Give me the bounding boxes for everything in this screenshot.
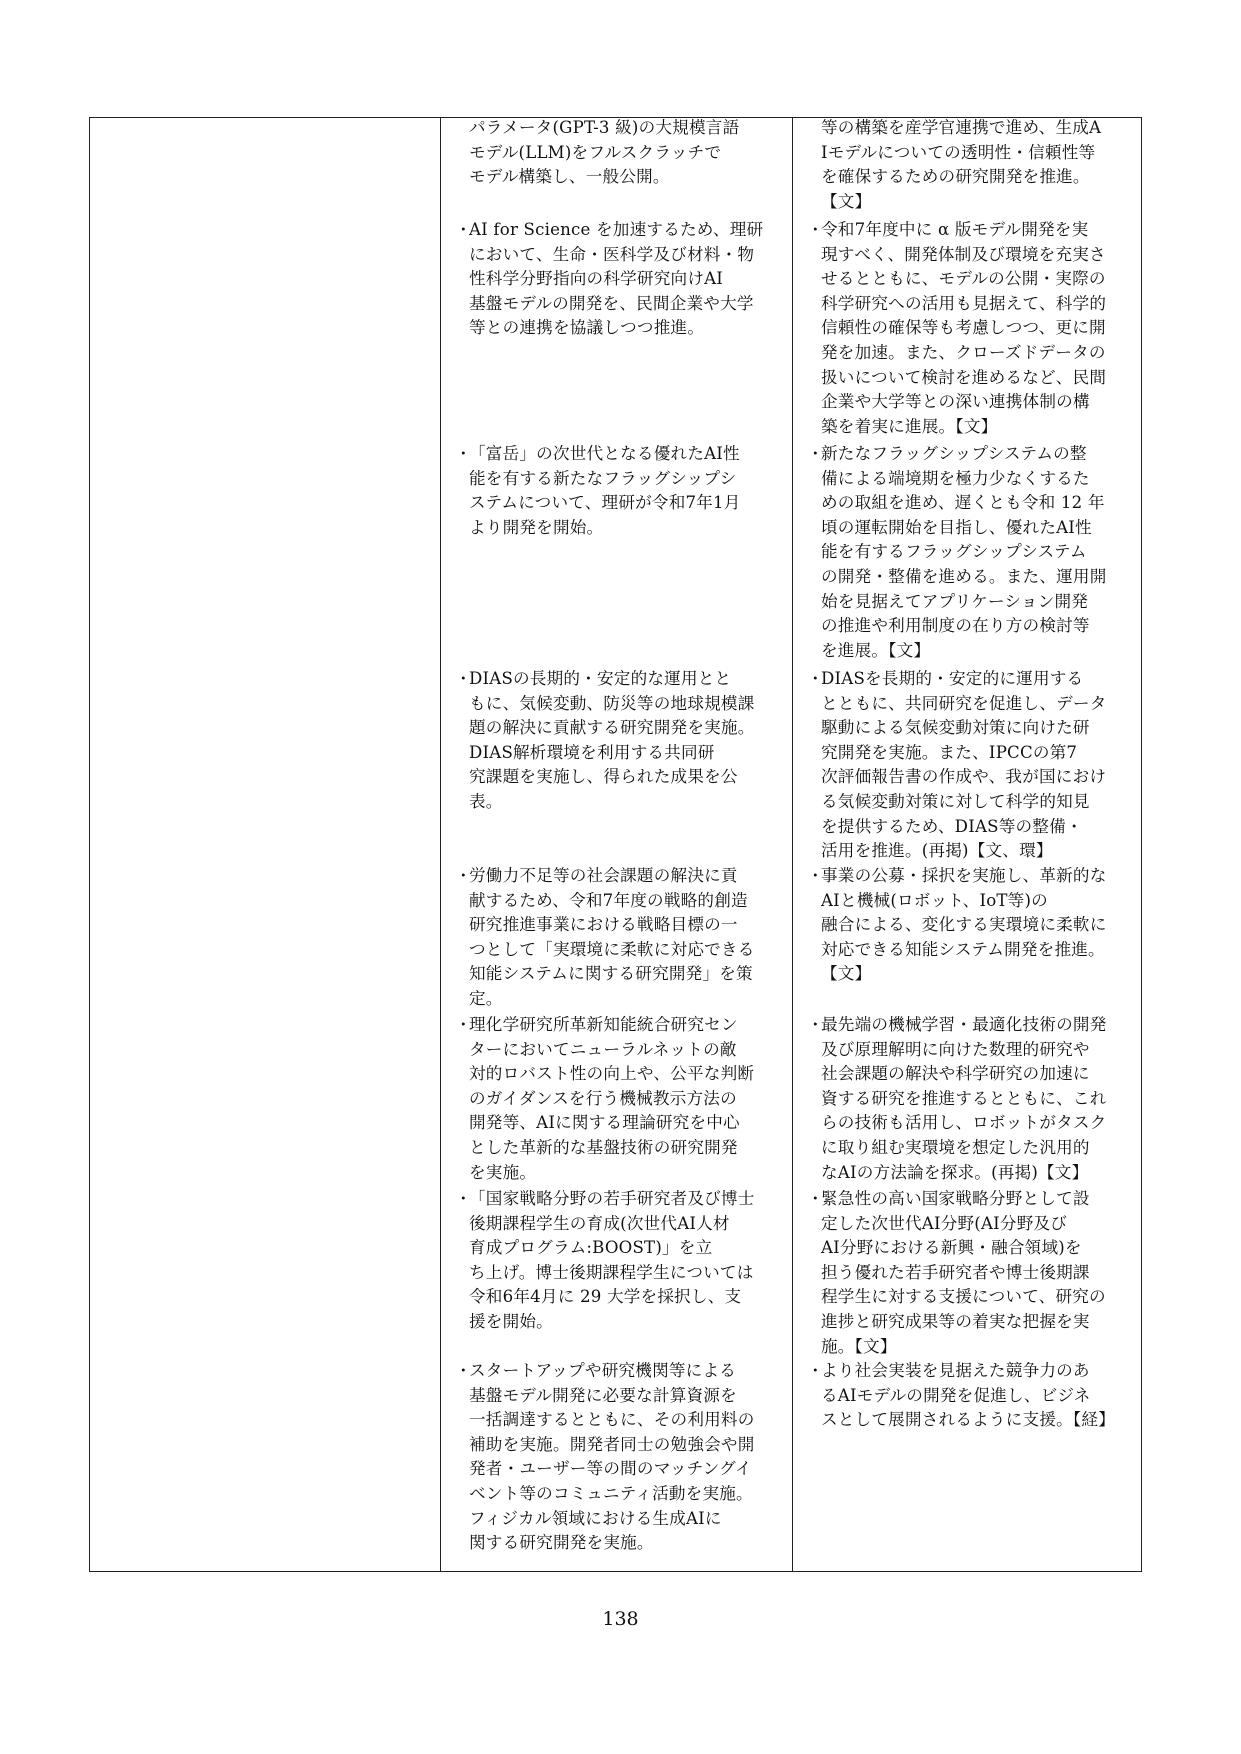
- bullet-mark: ・: [455, 220, 472, 239]
- plan-item: [807, 1187, 1127, 1359]
- progress-item: [455, 442, 765, 540]
- progress-item: [455, 116, 765, 190]
- plan-item-text: より社会実装を見据えた競争力のあ るAIモデルの開発を促進し、ビジネ スとして展開されるように支援。【経】: [821, 1361, 1115, 1430]
- progress-item-text: AI for Science を加速するため、理研 において、生命・医科学及び材料・物 性科学分野指向の科学研究向けAI 基盤モデルの開発を、民間企業や大学 等との連携を協議しつつ推進。: [469, 220, 764, 338]
- bullet-mark: ・: [807, 1189, 824, 1208]
- progress-item: [455, 864, 765, 1012]
- progress-item-text: 「富岳」の次世代となる優れたAI性 能を有する新たなフラッグシップシ ステムについて、理研が令和7年1月 より開発を開始。: [469, 444, 741, 537]
- column-divider-1: [440, 118, 441, 1571]
- plan-item-text: 緊急性の高い国家戦略分野として設 定した次世代AI分野(AI分野及び AI分野における新興・融合領域)を 担う優れた若手研究者や博士後期課 程学生に対する支援について、研究の 進捗と研究成果等の着実な把握を実 施。【文】: [821, 1189, 1106, 1356]
- progress-item-text: 労働力不足等の社会課題の解決に貢 献するため、令和7年度の戦略的創造 研究推進事業における戦略目標の一 つとして「実環境に柔軟に対応できる 知能システムに関する研究開発」を策 定。: [469, 866, 755, 1008]
- plan-item: [807, 116, 1127, 214]
- bullet-mark: ・: [455, 1015, 472, 1034]
- plan-item: [807, 1013, 1127, 1185]
- bullet-mark: ・: [455, 669, 472, 688]
- progress-item: [455, 1187, 765, 1335]
- progress-item: [455, 1013, 765, 1185]
- plan-item-text: 等の構築を産学官連携で進め、生成A Iモデルについての透明性・信頼性等 を確保するための研究開発を推進。 【文】: [821, 118, 1102, 211]
- progress-item-text: DIASの長期的・安定的な運用とと もに、気候変動、防災等の地球規模課 題の解決に貢献する研究開発を実施。 DIAS解析環境を利用する共同研 究課題を実施し、得られた成果を公 表。: [469, 669, 755, 811]
- progress-item: [455, 1359, 765, 1556]
- plan-item: [807, 667, 1127, 864]
- column-divider-2: [792, 118, 793, 1571]
- plan-item: [807, 442, 1127, 663]
- progress-item: [455, 667, 765, 815]
- progress-item-text: 「国家戦略分野の若手研究者及び博士 後期課程学生の育成(次世代AI人材 育成プログラム:BOOST)」を立 ち上げ。博士後期課程学生については 令和6年4月に 29 大学を採択し、支 援を開始。: [469, 1189, 755, 1331]
- plan-item: [807, 864, 1127, 987]
- progress-item-text: パラメータ(GPT-3 級)の大規模言語 モデル(LLM)をフルスクラッチで モデル構築し、一般公開。: [469, 118, 740, 187]
- bullet-mark: ・: [807, 220, 824, 239]
- plan-item-text: 新たなフラッグシップシステムの整 備による端境期を極力少なくするた めの取組を進め、遅くとも令和 12 年 頃の運転開始を目指し、優れたAI性 能を有するフラッグシップシステム の開発・整備を進める。また、運用開 始を見据えてアプリケーション開発 の推進や利用制度の在り方の検討等 を進展。【文】: [821, 444, 1107, 660]
- bullet-mark: ・: [807, 669, 824, 688]
- bullet-mark: ・: [807, 1015, 824, 1034]
- plan-item-text: DIASを長期的・安定的に運用する とともに、共同研究を促進し、データ 駆動による気候変動対策に向けた研 究開発を実施。また、IPCCの第7 次評価報告書の作成や、我が国におけ る気候変動対策に対して科学的知見 を提供するため、DIAS等の整備・ 活用を推進。(再掲)【文、環】: [821, 669, 1107, 861]
- bullet-mark: ・: [807, 444, 824, 463]
- progress-item: [455, 218, 765, 341]
- bullet-mark: ・: [455, 444, 472, 463]
- bullet-mark: ・: [455, 1361, 472, 1380]
- bullet-mark: ・: [455, 866, 472, 885]
- plan-item-text: 事業の公募・採択を実施し、革新的な AIと機械(ロボット、IoT等)の 融合による、変化する実環境に柔軟に 対応できる知能システム開発を推進。 【文】: [821, 866, 1107, 984]
- progress-item-text: 理化学研究所革新知能統合研究セン ターにおいてニューラルネットの敵 対的ロバスト性の向上や、公平な判断 のガイダンスを行う機械教示方法の 開発等、AIに関する理論研究を中心 とした革新的な基盤技術の研究開発 を実施。: [469, 1015, 755, 1182]
- page-number: 138: [602, 1608, 639, 1630]
- plan-item: [807, 1359, 1127, 1433]
- plan-item-text: 最先端の機械学習・最適化技術の開発 及び原理解明に向けた数理的研究や 社会課題の解決や科学研究の加速に 資する研究を推進するとともに、これ らの技術も活用し、ロボットがタスク に取り組む実環境を想定した汎用的 なAIの方法論を探求。(再掲)【文】: [821, 1015, 1107, 1182]
- plan-item: [807, 218, 1127, 439]
- plan-item-text: 令和7年度中に α 版モデル開発を実 現すべく、開発体制及び環境を充実さ せるとともに、モデルの公開・実際の 科学研究への活用も見据えて、科学的 信頼性の確保等も考慮しつつ、更に開 発を加速。また、クローズドデータの 扱いについて検討を進めるなど、民間 企業や大学等との深い連携体制の構 築を着実に進展。【文】: [821, 220, 1107, 436]
- progress-item-text: スタートアップや研究機関等による 基盤モデル開発に必要な計算資源を 一括調達するとともに、その利用料の 補助を実施。開発者同士の勉強会や開 発者・ユーザー等の間のマッチングイ ベント等のコミュニティ活動を実施。 フィジカル領域における生成AIに 関する研究開発を実施。: [469, 1361, 755, 1553]
- policy-table: [89, 117, 1142, 1572]
- bullet-mark: ・: [807, 866, 824, 885]
- bullet-mark: ・: [807, 1361, 824, 1380]
- bullet-mark: ・: [455, 1189, 472, 1208]
